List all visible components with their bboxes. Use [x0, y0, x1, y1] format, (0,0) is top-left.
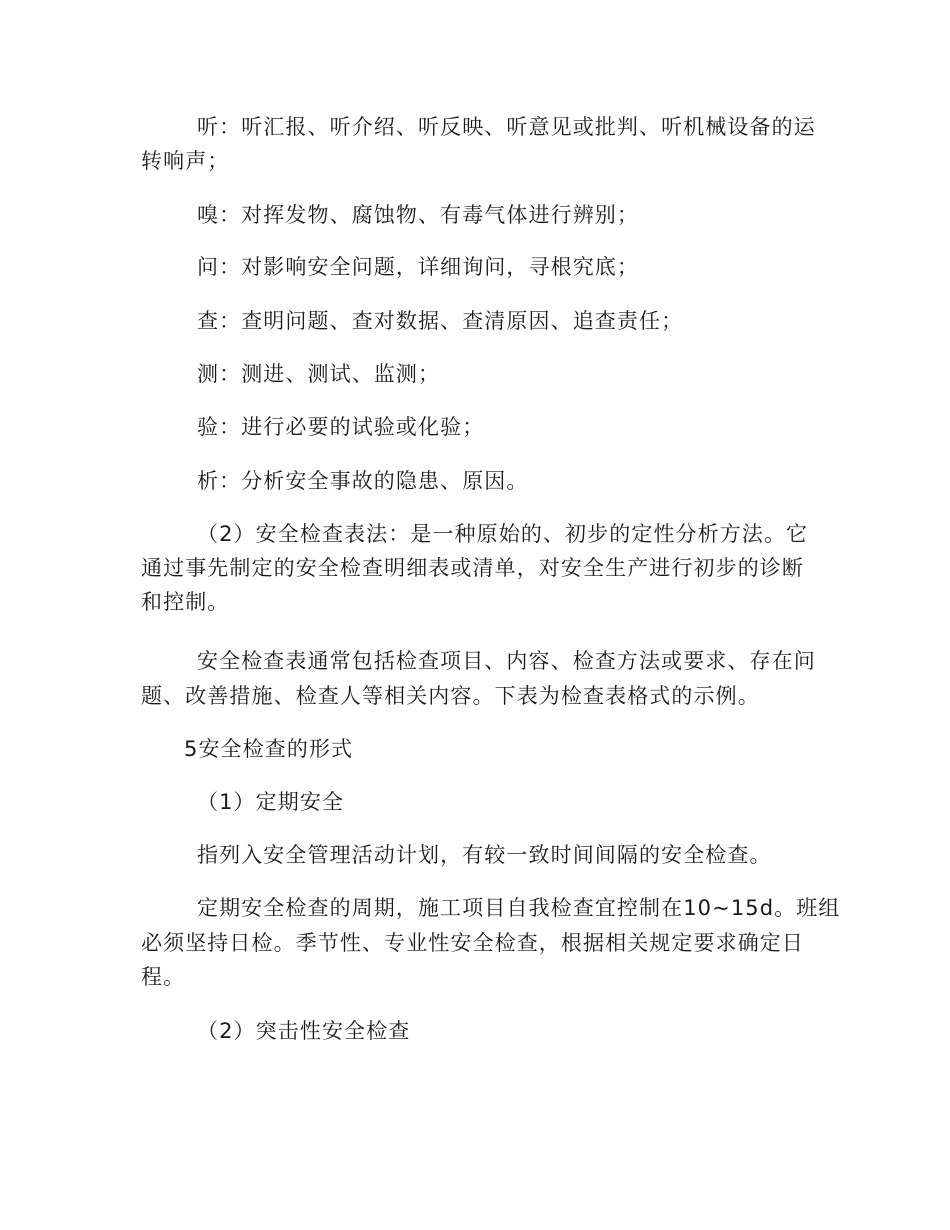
paragraph-periodic-cycle-line-1: 定期安全检查的周期，施工项目自我检查宜控制在10~15d。班组 [197, 896, 841, 920]
paragraph-cha: 查：查明问题、查对数据、查清原因、追查责任； [197, 309, 684, 333]
section-5-heading: 5安全检查的形式 [184, 737, 354, 761]
paragraph-periodic-cycle-line-3: 程。 [141, 965, 186, 989]
paragraph-ting-line-2: 转响声； [141, 149, 230, 173]
paragraph-checklist-method-line-2: 通过事先制定的安全检查明细表或清单，对安全生产进行初步的诊断 [141, 556, 804, 580]
paragraph-periodic-cycle-line-2: 必须坚持日检。季节性、专业性安全检查，根据相关规定要求确定日 [141, 931, 804, 955]
paragraph-periodic-definition: 指列入安全管理活动计划，有较一致时间间隔的安全检查。 [197, 843, 772, 867]
paragraph-xiu: 嗅：对挥发物、腐蚀物、有毒气体进行辨别； [197, 203, 639, 227]
paragraph-wen: 问：对影响安全问题，详细询问，寻根究底； [197, 255, 639, 279]
paragraph-checklist-content-line-2: 题、改善措施、检查人等相关内容。下表为检查表格式的示例。 [141, 684, 760, 708]
paragraph-checklist-method-line-3: 和控制。 [141, 590, 230, 614]
paragraph-checklist-content-line-1: 安全检查表通常包括检查项目、内容、检查方法或要求、存在问 [197, 649, 816, 673]
periodic-check-heading: （1）定期安全 [197, 790, 345, 814]
sudden-check-heading: （2）突击性安全检查 [197, 1019, 411, 1043]
paragraph-ce: 测：测进、测试、监测； [197, 362, 441, 386]
paragraph-ting-line-1: 听：听汇报、听介绍、听反映、听意见或批判、听机械设备的运 [197, 115, 816, 139]
paragraph-yan: 验：进行必要的试验或化验； [197, 415, 485, 439]
paragraph-xi: 析：分析安全事故的隐患、原因。 [197, 469, 529, 493]
paragraph-checklist-method-line-1: （2）安全检查表法：是一种原始的、初步的定性分析方法。它 [197, 522, 809, 546]
